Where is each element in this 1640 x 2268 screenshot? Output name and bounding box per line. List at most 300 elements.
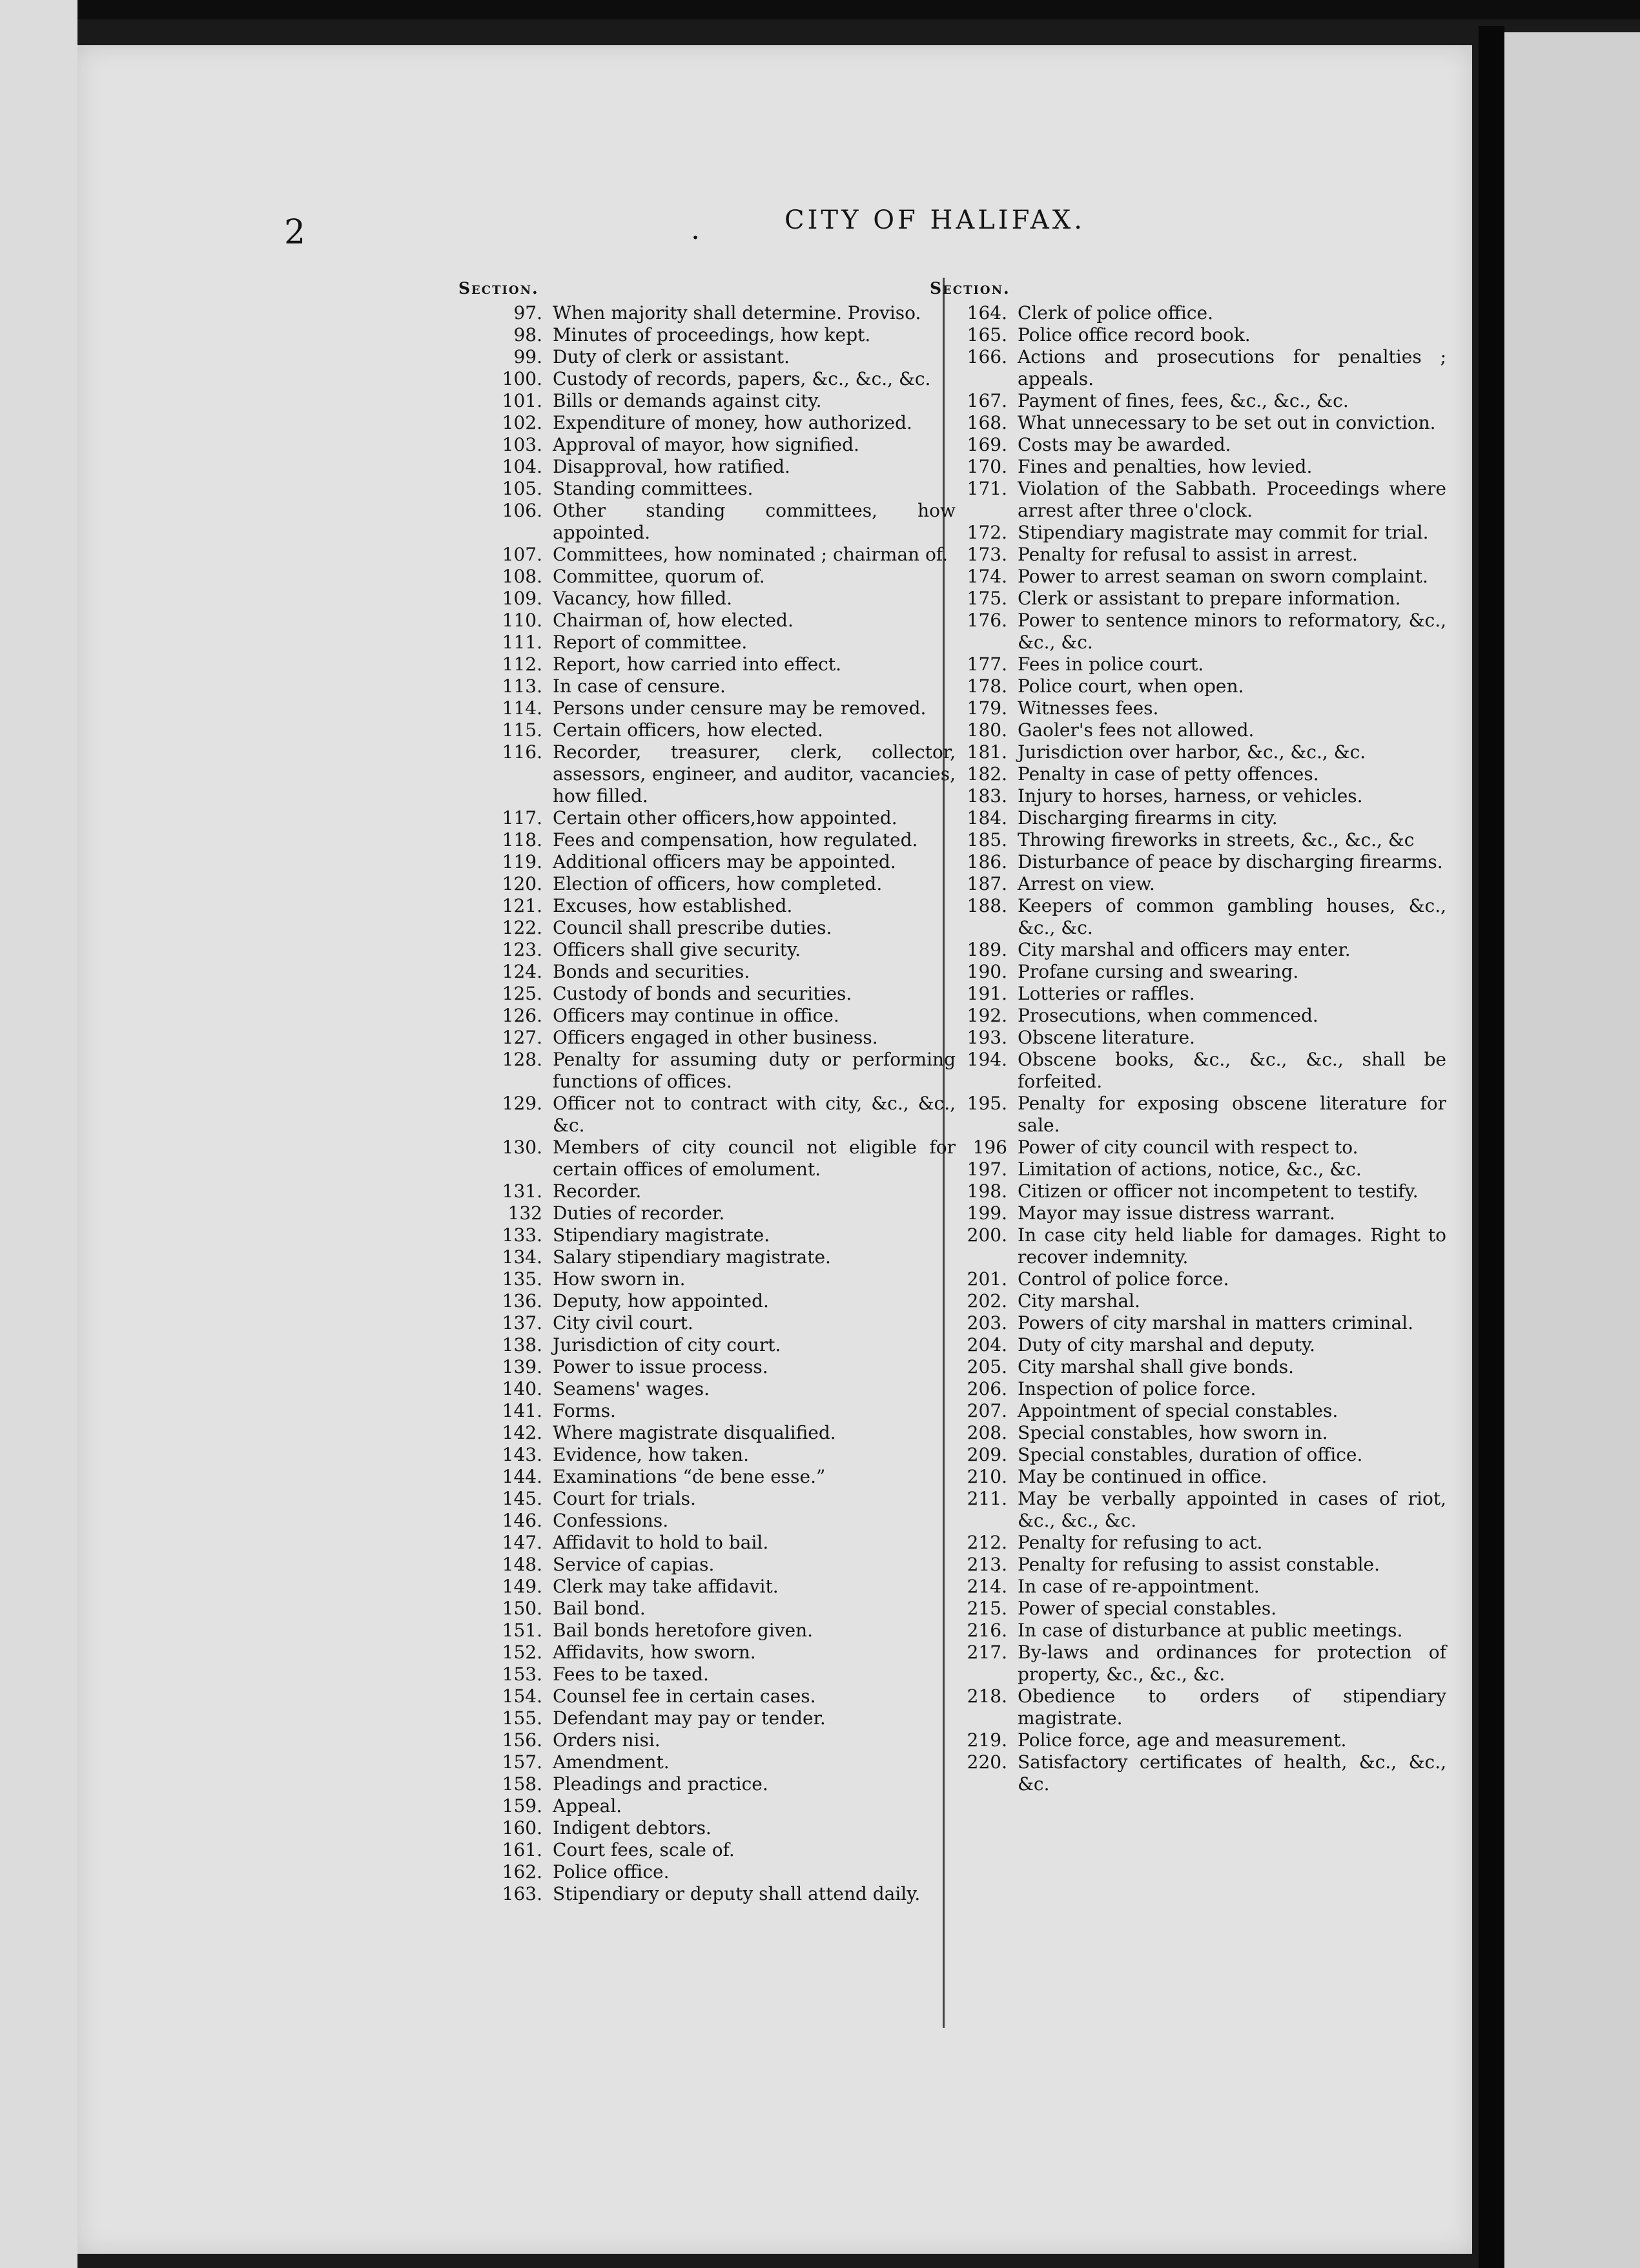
section-number: 207. bbox=[967, 1400, 1007, 1421]
section-number: 114. bbox=[502, 697, 542, 719]
section-number: 203. bbox=[967, 1312, 1007, 1334]
section-entry bbox=[930, 1620, 1446, 1642]
section-entry bbox=[930, 1532, 1446, 1554]
section-entry bbox=[930, 1027, 1446, 1049]
section-number: 189. bbox=[967, 939, 1007, 960]
section-number: 204. bbox=[967, 1334, 1007, 1356]
section-number: 133. bbox=[502, 1224, 542, 1246]
section-entry bbox=[458, 368, 956, 390]
section-title: Power to issue process. bbox=[553, 1356, 768, 1377]
section-title: Witnesses fees. bbox=[1018, 697, 1159, 719]
section-number: 112. bbox=[502, 654, 542, 675]
section-entry bbox=[458, 1642, 956, 1664]
section-title: Stipendiary or deputy shall attend daily. bbox=[553, 1883, 921, 1904]
section-number: 201. bbox=[967, 1268, 1007, 1290]
section-number: 161. bbox=[502, 1839, 542, 1861]
section-title: Prosecutions, when commenced. bbox=[1018, 1005, 1318, 1026]
section-number: 212. bbox=[967, 1532, 1007, 1553]
section-title: Other standing committees, how appointed. bbox=[553, 500, 956, 543]
section-entry bbox=[930, 1180, 1446, 1202]
section-number: 139. bbox=[502, 1356, 542, 1377]
section-number: 108. bbox=[502, 566, 542, 587]
section-number: 131. bbox=[502, 1180, 542, 1202]
section-title: Council shall prescribe duties. bbox=[553, 917, 832, 938]
section-number: 170. bbox=[967, 456, 1007, 477]
section-entry bbox=[458, 1334, 956, 1356]
section-title: Deputy, how appointed. bbox=[553, 1290, 769, 1312]
section-title: Officers shall give security. bbox=[553, 939, 801, 960]
section-title: May be continued in office. bbox=[1018, 1466, 1267, 1487]
section-number: 173. bbox=[967, 544, 1007, 565]
section-entry bbox=[930, 1093, 1446, 1137]
section-title: Penalty for refusing to assist constable. bbox=[1018, 1554, 1380, 1575]
section-number: 172. bbox=[967, 522, 1007, 543]
section-entry bbox=[458, 632, 956, 654]
section-title: Officers engaged in other business. bbox=[553, 1027, 878, 1048]
section-number: 168. bbox=[967, 412, 1007, 433]
section-entry bbox=[458, 1707, 956, 1729]
section-title: Defendant may pay or tender. bbox=[553, 1707, 826, 1729]
section-title: Power to arrest seaman on sworn complaint. bbox=[1018, 566, 1428, 587]
header-dot: . bbox=[691, 213, 700, 246]
section-title: Members of city council not eligible for certain offices of emolument. bbox=[553, 1137, 956, 1180]
section-title: Expenditure of money, how authorized. bbox=[553, 412, 912, 433]
section-title: Forms. bbox=[553, 1400, 616, 1421]
section-number: 164. bbox=[967, 302, 1007, 324]
section-number: 111. bbox=[502, 632, 542, 653]
section-title: City civil court. bbox=[553, 1312, 693, 1334]
section-entry bbox=[930, 588, 1446, 610]
section-number: 115. bbox=[502, 719, 542, 741]
section-title: Court for trials. bbox=[553, 1488, 696, 1509]
section-number: 185. bbox=[967, 829, 1007, 850]
section-number: 140. bbox=[502, 1378, 542, 1399]
section-entry bbox=[458, 1861, 956, 1883]
section-title: Obscene books, &c., &c., &c., shall be forfeited. bbox=[1018, 1049, 1446, 1092]
section-title: Disapproval, how ratified. bbox=[553, 456, 790, 477]
section-title: Police court, when open. bbox=[1018, 675, 1244, 697]
section-title: Committee, quorum of. bbox=[553, 566, 765, 587]
section-entry bbox=[458, 1290, 956, 1312]
section-title: Report of committee. bbox=[553, 632, 748, 653]
section-title: Obedience to orders of stipendiary magistrate. bbox=[1018, 1686, 1446, 1729]
section-number: 198. bbox=[967, 1180, 1007, 1202]
section-title: Special constables, how sworn in. bbox=[1018, 1422, 1328, 1443]
section-entry bbox=[930, 983, 1446, 1005]
section-number: 154. bbox=[502, 1686, 542, 1707]
section-entry bbox=[458, 346, 956, 368]
section-entry bbox=[458, 302, 956, 324]
section-entry bbox=[458, 456, 956, 478]
section-entry bbox=[458, 1510, 956, 1532]
section-title: When majority shall determine. Proviso. bbox=[553, 302, 921, 324]
section-entry bbox=[930, 566, 1446, 588]
section-entry bbox=[930, 1268, 1446, 1290]
section-entry bbox=[930, 544, 1446, 566]
section-number: 97. bbox=[513, 302, 542, 324]
section-title: Duties of recorder. bbox=[553, 1202, 725, 1224]
section-title: Disturbance of peace by discharging firearms. bbox=[1018, 851, 1443, 872]
section-number: 142. bbox=[502, 1422, 542, 1443]
section-entry bbox=[930, 785, 1446, 807]
section-entry bbox=[930, 1378, 1446, 1400]
section-entry bbox=[458, 1598, 956, 1620]
section-title: Seamens' wages. bbox=[553, 1378, 710, 1399]
section-entry bbox=[458, 1027, 956, 1049]
section-title: In case of re-appointment. bbox=[1018, 1576, 1260, 1597]
section-title: Evidence, how taken. bbox=[553, 1444, 749, 1465]
section-title: Gaoler's fees not allowed. bbox=[1018, 719, 1255, 741]
section-entry bbox=[930, 1642, 1446, 1686]
section-number: 141. bbox=[502, 1400, 542, 1421]
section-number: 118. bbox=[502, 829, 542, 850]
section-title: Penalty in case of petty offences. bbox=[1018, 763, 1319, 785]
section-entry bbox=[458, 1246, 956, 1268]
section-entry bbox=[458, 478, 956, 500]
section-number: 175. bbox=[967, 588, 1007, 609]
section-entry bbox=[930, 346, 1446, 390]
section-title: Custody of bonds and securities. bbox=[553, 983, 852, 1004]
page-number: 2 bbox=[284, 213, 306, 252]
section-number: 211. bbox=[967, 1488, 1007, 1509]
section-entry bbox=[458, 1422, 956, 1444]
section-number: 169. bbox=[967, 434, 1007, 455]
section-entry bbox=[930, 610, 1446, 654]
section-title: City marshal and officers may enter. bbox=[1018, 939, 1351, 960]
section-number: 98. bbox=[513, 324, 542, 345]
section-title: Bonds and securities. bbox=[553, 961, 750, 982]
section-title: Court fees, scale of. bbox=[553, 1839, 735, 1861]
section-number: 120. bbox=[502, 873, 542, 894]
section-number: 151. bbox=[502, 1620, 542, 1641]
left-entry-list bbox=[458, 302, 956, 1905]
section-title: City marshal shall give bonds. bbox=[1018, 1356, 1295, 1377]
section-title: Additional officers may be appointed. bbox=[553, 851, 896, 872]
section-number: 105. bbox=[502, 478, 542, 499]
section-entry bbox=[458, 1400, 956, 1422]
section-entry bbox=[458, 500, 956, 544]
section-title: Excuses, how established. bbox=[553, 895, 793, 916]
section-entry bbox=[458, 1268, 956, 1290]
section-title: Jurisdiction of city court. bbox=[553, 1334, 781, 1356]
section-title: Certain officers, how elected. bbox=[553, 719, 823, 741]
section-number: 107. bbox=[502, 544, 542, 565]
section-number: 144. bbox=[502, 1466, 542, 1487]
scan-top-band bbox=[0, 0, 1640, 19]
section-title: Stipendiary magistrate may commit for trial. bbox=[1018, 522, 1429, 543]
section-number: 178. bbox=[967, 675, 1007, 697]
section-number: 210. bbox=[967, 1466, 1007, 1487]
section-number: 153. bbox=[502, 1664, 542, 1685]
section-entry bbox=[458, 1729, 956, 1751]
section-entry bbox=[458, 1356, 956, 1378]
section-number: 214. bbox=[967, 1576, 1007, 1597]
section-title: Duty of city marshal and deputy. bbox=[1018, 1334, 1316, 1356]
section-entry bbox=[458, 1883, 956, 1905]
running-head: CITY OF HALIFAX. bbox=[784, 205, 1085, 235]
section-number: 110. bbox=[502, 610, 542, 631]
section-entry bbox=[458, 1180, 956, 1202]
section-number: 217. bbox=[967, 1642, 1007, 1663]
section-title: Fees and compensation, how regulated. bbox=[553, 829, 918, 850]
section-number: 143. bbox=[502, 1444, 542, 1465]
section-title: Chairman of, how elected. bbox=[553, 610, 794, 631]
section-number: 184. bbox=[967, 807, 1007, 829]
column-heading: Section. bbox=[458, 279, 539, 298]
section-entry bbox=[458, 544, 956, 566]
section-title: Service of capias. bbox=[553, 1554, 715, 1575]
section-number: 150. bbox=[502, 1598, 542, 1619]
section-title: Confessions. bbox=[553, 1510, 669, 1531]
section-title: Standing committees. bbox=[553, 478, 753, 499]
section-title: Injury to horses, harness, or vehicles. bbox=[1018, 785, 1363, 807]
section-number: 192. bbox=[967, 1005, 1007, 1026]
section-title: Police force, age and measurement. bbox=[1018, 1729, 1347, 1751]
section-number: 177. bbox=[967, 654, 1007, 675]
section-number: 113. bbox=[502, 675, 542, 697]
section-title: Examinations “de bene esse.” bbox=[553, 1466, 826, 1487]
section-title: In case of disturbance at public meetings. bbox=[1018, 1620, 1403, 1641]
section-number: 103. bbox=[502, 434, 542, 455]
section-title: May be verbally appointed in cases of riot, &c., &c., &c. bbox=[1018, 1488, 1446, 1531]
section-number: 219. bbox=[967, 1729, 1007, 1751]
section-entry bbox=[458, 588, 956, 610]
section-entry bbox=[458, 829, 956, 851]
section-entry bbox=[930, 1466, 1446, 1488]
section-title: Stipendiary magistrate. bbox=[553, 1224, 770, 1246]
section-entry bbox=[930, 829, 1446, 851]
section-number: 206. bbox=[967, 1378, 1007, 1399]
section-title: Fines and penalties, how levied. bbox=[1018, 456, 1313, 477]
section-number: 202. bbox=[967, 1290, 1007, 1312]
section-entry bbox=[458, 1686, 956, 1707]
section-title: Salary stipendiary magistrate. bbox=[553, 1246, 831, 1268]
section-title: Certain other officers,how appointed. bbox=[553, 807, 897, 829]
scan-left-margin bbox=[0, 0, 77, 2268]
section-title: Committees, how nominated ; chairman of. bbox=[553, 544, 948, 565]
section-title: Election of officers, how completed. bbox=[553, 873, 883, 894]
section-title: Orders nisi. bbox=[553, 1729, 661, 1751]
section-entry bbox=[930, 324, 1446, 346]
section-title: Fees to be taxed. bbox=[553, 1664, 709, 1685]
section-entry bbox=[930, 654, 1446, 675]
section-entry bbox=[458, 1049, 956, 1093]
section-number: 166. bbox=[967, 346, 1007, 367]
section-number: 162. bbox=[502, 1861, 542, 1882]
section-title: Citizen or officer not incompetent to testify. bbox=[1018, 1180, 1419, 1202]
column-heading: Section. bbox=[930, 279, 1010, 298]
right-column bbox=[930, 279, 1446, 1795]
section-number: 182. bbox=[967, 763, 1007, 785]
section-title: Indigent debtors. bbox=[553, 1817, 712, 1839]
section-entry bbox=[458, 610, 956, 632]
section-entry bbox=[930, 1422, 1446, 1444]
section-number: 124. bbox=[502, 961, 542, 982]
section-title: Inspection of police force. bbox=[1018, 1378, 1256, 1399]
section-title: Police office record book. bbox=[1018, 324, 1251, 345]
section-title: Penalty for exposing obscene literature for sale. bbox=[1018, 1093, 1446, 1136]
section-entry bbox=[930, 1159, 1446, 1180]
section-title: Mayor may issue distress warrant. bbox=[1018, 1202, 1335, 1224]
section-number: 132 bbox=[507, 1202, 542, 1224]
section-title: Approval of mayor, how signified. bbox=[553, 434, 859, 455]
section-entry bbox=[458, 1378, 956, 1400]
section-title: Bills or demands against city. bbox=[553, 390, 822, 411]
section-title: Clerk of police office. bbox=[1018, 302, 1214, 324]
section-entry bbox=[458, 1817, 956, 1839]
section-title: Lotteries or raffles. bbox=[1018, 983, 1195, 1004]
left-column bbox=[458, 279, 956, 1905]
section-entry bbox=[930, 1137, 1446, 1159]
section-title: City marshal. bbox=[1018, 1290, 1140, 1312]
section-entry bbox=[930, 1751, 1446, 1795]
section-number: 126. bbox=[502, 1005, 542, 1026]
section-title: Throwing fireworks in streets, &c., &c., &c bbox=[1018, 829, 1415, 850]
section-entry bbox=[458, 1137, 956, 1180]
section-number: 209. bbox=[967, 1444, 1007, 1465]
section-title: Affidavits, how sworn. bbox=[553, 1642, 756, 1663]
section-entry bbox=[930, 807, 1446, 829]
section-title: In case city held liable for damages. Right to recover indemnity. bbox=[1018, 1224, 1446, 1268]
section-number: 216. bbox=[967, 1620, 1007, 1641]
section-entry bbox=[458, 1751, 956, 1773]
section-number: 152. bbox=[502, 1642, 542, 1663]
section-title: Payment of fines, fees, &c., &c., &c. bbox=[1018, 390, 1349, 411]
section-title: Counsel fee in certain cases. bbox=[553, 1686, 816, 1707]
section-entry bbox=[930, 1729, 1446, 1751]
section-title: Powers of city marshal in matters criminal. bbox=[1018, 1312, 1414, 1334]
section-number: 130. bbox=[502, 1137, 542, 1158]
section-entry bbox=[458, 1795, 956, 1817]
section-number: 188. bbox=[967, 895, 1007, 916]
section-number: 106. bbox=[502, 500, 542, 521]
section-title: Power of special constables. bbox=[1018, 1598, 1277, 1619]
section-number: 176. bbox=[967, 610, 1007, 631]
section-number: 215. bbox=[967, 1598, 1007, 1619]
section-entry bbox=[458, 1466, 956, 1488]
section-title: What unnecessary to be set out in conviction. bbox=[1018, 412, 1436, 433]
section-entry bbox=[458, 1005, 956, 1027]
section-entry bbox=[458, 1532, 956, 1554]
section-entry bbox=[930, 1400, 1446, 1422]
section-title: Recorder, treasurer, clerk, collector, assessors, engineer, and auditor, vacancies, how filled. bbox=[553, 741, 956, 807]
section-title: Penalty for refusing to act. bbox=[1018, 1532, 1263, 1553]
section-title: Satisfactory certificates of health, &c., &c., &c. bbox=[1018, 1751, 1446, 1795]
section-entry bbox=[930, 412, 1446, 434]
section-title: Fees in police court. bbox=[1018, 654, 1204, 675]
section-entry bbox=[458, 983, 956, 1005]
section-number: 109. bbox=[502, 588, 542, 609]
section-number: 163. bbox=[502, 1883, 542, 1904]
book-spine bbox=[1479, 26, 1504, 2268]
section-title: Keepers of common gambling houses, &c., &c., &c. bbox=[1018, 895, 1446, 938]
section-entry bbox=[458, 1202, 956, 1224]
section-title: By-laws and ordinances for protection of property, &c., &c., &c. bbox=[1018, 1642, 1446, 1685]
section-number: 123. bbox=[502, 939, 542, 960]
section-title: Vacancy, how filled. bbox=[553, 588, 733, 609]
section-entry bbox=[930, 456, 1446, 478]
section-title: Jurisdiction over harbor, &c., &c., &c. bbox=[1018, 741, 1366, 763]
section-entry bbox=[930, 1444, 1446, 1466]
section-number: 102. bbox=[502, 412, 542, 433]
section-number: 208. bbox=[967, 1422, 1007, 1443]
section-number: 148. bbox=[502, 1554, 542, 1575]
section-number: 147. bbox=[502, 1532, 542, 1553]
section-entry bbox=[930, 1224, 1446, 1268]
section-title: Penalty for refusal to assist in arrest. bbox=[1018, 544, 1358, 565]
section-entry bbox=[458, 939, 956, 961]
section-title: Officer not to contract with city, &c., &c., &c. bbox=[553, 1093, 956, 1136]
section-entry bbox=[930, 1202, 1446, 1224]
section-number: 196 bbox=[972, 1137, 1007, 1158]
section-title: Minutes of proceedings, how kept. bbox=[553, 324, 871, 345]
section-number: 195. bbox=[967, 1093, 1007, 1114]
section-number: 101. bbox=[502, 390, 542, 411]
section-number: 117. bbox=[502, 807, 542, 829]
section-entry bbox=[458, 1664, 956, 1686]
section-entry bbox=[930, 1049, 1446, 1093]
section-entry bbox=[458, 1576, 956, 1598]
section-title: Police office. bbox=[553, 1861, 670, 1882]
section-entry bbox=[930, 763, 1446, 785]
section-entry bbox=[930, 522, 1446, 544]
section-number: 167. bbox=[967, 390, 1007, 411]
section-number: 181. bbox=[967, 741, 1007, 763]
section-entry bbox=[458, 675, 956, 697]
section-number: 128. bbox=[502, 1049, 542, 1070]
section-entry bbox=[930, 741, 1446, 763]
section-entry bbox=[930, 1576, 1446, 1598]
section-number: 179. bbox=[967, 697, 1007, 719]
section-entry bbox=[458, 719, 956, 741]
section-title: Special constables, duration of office. bbox=[1018, 1444, 1363, 1465]
section-number: 194. bbox=[967, 1049, 1007, 1070]
section-number: 156. bbox=[502, 1729, 542, 1751]
section-entry bbox=[458, 1488, 956, 1510]
section-number: 119. bbox=[502, 851, 542, 872]
section-entry bbox=[458, 1620, 956, 1642]
section-number: 137. bbox=[502, 1312, 542, 1334]
section-number: 193. bbox=[967, 1027, 1007, 1048]
section-number: 191. bbox=[967, 983, 1007, 1004]
section-number: 100. bbox=[502, 368, 542, 389]
section-entry bbox=[930, 895, 1446, 939]
section-number: 197. bbox=[967, 1159, 1007, 1180]
section-number: 136. bbox=[502, 1290, 542, 1312]
section-title: Violation of the Sabbath. Proceedings where arrest after three o'clock. bbox=[1018, 478, 1446, 521]
section-entry bbox=[458, 917, 956, 939]
section-number: 218. bbox=[967, 1686, 1007, 1707]
section-number: 199. bbox=[967, 1202, 1007, 1224]
section-number: 174. bbox=[967, 566, 1007, 587]
section-entry bbox=[458, 1444, 956, 1466]
section-number: 122. bbox=[502, 917, 542, 938]
section-entry bbox=[930, 1005, 1446, 1027]
section-number: 171. bbox=[967, 478, 1007, 499]
section-number: 160. bbox=[502, 1817, 542, 1839]
section-entry bbox=[458, 1224, 956, 1246]
section-number: 145. bbox=[502, 1488, 542, 1509]
section-entry bbox=[458, 741, 956, 807]
section-number: 138. bbox=[502, 1334, 542, 1356]
section-entry bbox=[930, 1312, 1446, 1334]
section-title: Clerk may take affidavit. bbox=[553, 1576, 779, 1597]
right-entry-list bbox=[930, 302, 1446, 1795]
section-number: 99. bbox=[513, 346, 542, 367]
section-number: 146. bbox=[502, 1510, 542, 1531]
section-title: How sworn in. bbox=[553, 1268, 686, 1290]
section-title: Appeal. bbox=[553, 1795, 622, 1817]
